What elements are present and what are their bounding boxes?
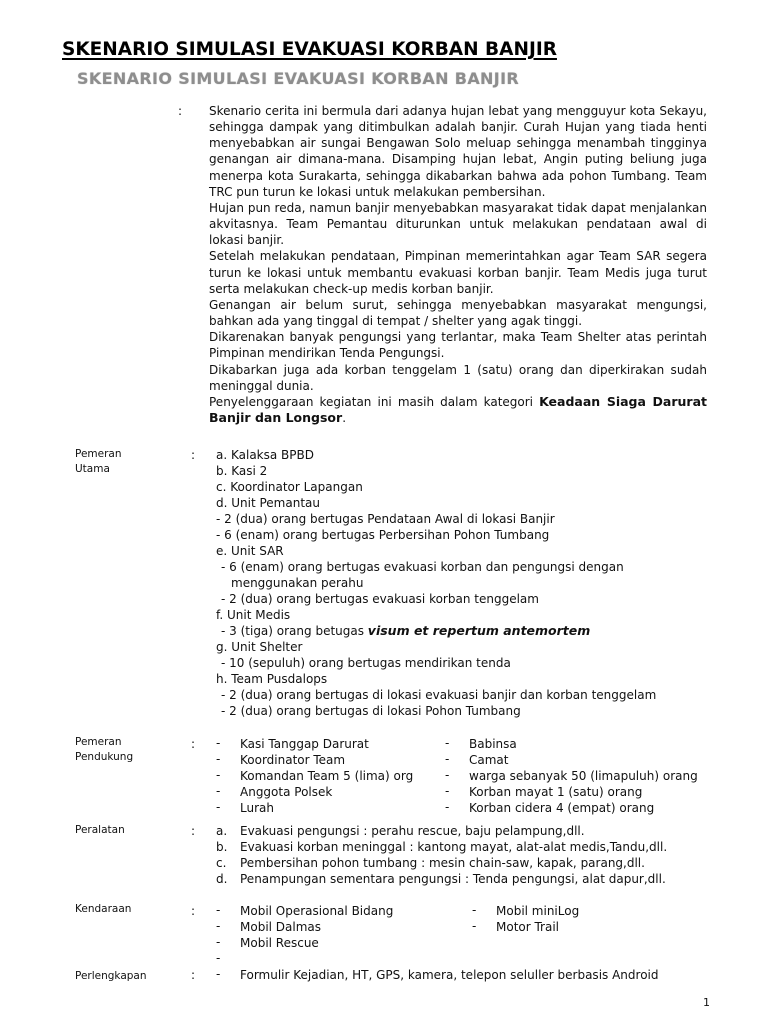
dash-marker: - xyxy=(216,752,221,766)
perlengkapan-colon: : xyxy=(191,968,196,982)
medis-italic: visum et repertum antemortem xyxy=(367,623,591,638)
list-item: Evakuasi pengungsi : perahu rescue, baju pelampung,dll. xyxy=(240,824,585,838)
list-item: Komandan Team 5 (lima) org xyxy=(240,769,414,783)
dash-marker: - xyxy=(445,800,450,814)
list-item: Mobil miniLog xyxy=(496,904,580,918)
list-item: - 3 (tiga) orang betugas visum et repertum antemortem xyxy=(221,623,591,638)
closing-bold: Keadaan Siaga Darurat Banjir dan Longsor xyxy=(209,393,707,425)
list-marker: d. xyxy=(216,872,228,886)
scenario-colon: : xyxy=(178,104,183,118)
dash-marker: - xyxy=(216,736,221,750)
scenario-paragraph: Hujan pun reda, namun banjir menyebabkan masyarakat tidak dapat menjalankan akvitasnya. Team Pemantau diturunkan untuk melakukan pendataan awal di lokasi banjir. xyxy=(209,200,707,248)
list-item: Lurah xyxy=(240,801,274,815)
list-item: e. Unit SAR xyxy=(216,544,284,558)
dash-marker: - xyxy=(445,784,450,798)
page-title: SKENARIO SIMULASI EVAKUASI KORBAN BANJIR xyxy=(62,39,557,60)
peralatan-label: Peralatan xyxy=(75,824,125,836)
list-item: Koordinator Team xyxy=(240,753,346,767)
list-item: - 2 (dua) orang bertugas di lokasi Pohon Tumbang xyxy=(221,704,521,718)
kendaraan-colon: : xyxy=(191,904,196,918)
list-item: Babinsa xyxy=(469,737,517,751)
scenario-paragraph: Setelah melakukan pendataan, Pimpinan memerintahkan agar Team SAR segera turun ke lokasi untuk membantu evakuasi korban banjir. Team Medis juga turut serta melakukan check-up medis korban banjir. xyxy=(209,249,707,296)
pemeran-utama-colon: : xyxy=(191,448,196,462)
dash-marker: - xyxy=(216,967,221,981)
kendaraan-label: Kendaraan xyxy=(75,903,132,915)
list-item: b. Kasi 2 xyxy=(216,464,268,478)
list-item: Korban cidera 4 (empat) orang xyxy=(469,801,655,815)
list-item: a. Kalaksa BPBD xyxy=(216,448,314,462)
list-item: - 6 (enam) orang bertugas Perbersihan Pohon Tumbang xyxy=(216,528,550,542)
pemeran-utama-label: Pemeran Utama xyxy=(75,448,122,475)
page-number: 1 xyxy=(703,996,710,1009)
pemeran-pendukung-label: Pemeran Pendukung xyxy=(75,736,134,763)
list-item: c. Koordinator Lapangan xyxy=(216,480,363,494)
perlengkapan-label: Perlengkapan xyxy=(75,970,147,982)
list-item: Formulir Kejadian, HT, GPS, kamera, telepon seluller berbasis Android xyxy=(240,968,659,982)
list-item: - 10 (sepuluh) orang bertugas mendirikan tenda xyxy=(221,656,511,670)
scenario-paragraph: Dikarenakan banyak pengungsi yang terlantar, maka Team Shelter atas perintah Pimpinan mendirikan Tenda Pengungsi. xyxy=(209,330,707,361)
list-item: Anggota Polsek xyxy=(240,785,333,799)
scenario-paragraph: Genangan air belum surut, sehingga menyebabkan masyarakat mengungsi, bahkan ada yang tinggal di tempat / shelter yang agak tinggi. xyxy=(209,297,707,329)
dash-marker: - xyxy=(445,752,450,766)
list-item: Mobil Operasional Bidang xyxy=(240,904,394,918)
list-item: g. Unit Shelter xyxy=(216,640,303,654)
list-item: menggunakan perahu xyxy=(231,576,364,590)
dash-marker: - xyxy=(216,951,221,965)
dash-marker: - xyxy=(216,903,221,917)
dash-marker: - xyxy=(445,768,450,782)
scenario-paragraph: Skenario cerita ini bermula dari adanya hujan lebat yang mengguyur kota Sekayu, sehingga dampak yang ditimbulkan adalah banjir. Curah Hujan yang tiada henti menyebabkan air sungai Bengawan Solo meluap sehingga menambah tingginya genangan air dimana-mana. Disamping hujan lebat, Angin puting beliung juga menerpa kota Surakarta, sehingga dikabarkan bahwa ada pohon Tumbang. Team TRC pun turun ke lokasi untuk melakukan pembersihan. xyxy=(209,104,707,199)
list-item: f. Unit Medis xyxy=(216,608,291,622)
list-item: Pembersihan pohon tumbang : mesin chain-saw, kapak, parang,dll. xyxy=(240,856,645,870)
list-item: Korban mayat 1 (satu) orang xyxy=(469,785,643,799)
list-marker: b. xyxy=(216,840,228,854)
list-marker: c. xyxy=(216,856,227,870)
dash-marker: - xyxy=(216,800,221,814)
dash-marker: - xyxy=(445,736,450,750)
list-item: Penampungan sementara pengungsi : Tenda pengungsi, alat dapur,dll. xyxy=(240,872,666,886)
list-item: h. Team Pusdalops xyxy=(216,672,328,686)
list-item: Mobil Dalmas xyxy=(240,920,322,934)
dash-marker: - xyxy=(472,903,477,917)
list-item: - 2 (dua) orang bertugas Pendataan Awal di lokasi Banjir xyxy=(216,512,555,526)
scenario-closing: Penyelenggaraan kegiatan ini masih dalam kategori Keadaan Siaga Darurat Banjir dan Longsor. xyxy=(209,393,707,425)
list-item: Motor Trail xyxy=(496,920,560,934)
list-item: Camat xyxy=(469,753,509,767)
dash-marker: - xyxy=(216,919,221,933)
list-marker: a. xyxy=(216,824,228,838)
scenario-paragraph: Dikabarkan juga ada korban tenggelam 1 (satu) orang dan diperkirakan sudah meninggal dunia. xyxy=(209,362,707,393)
peralatan-colon: : xyxy=(191,824,196,838)
dash-marker: - xyxy=(216,784,221,798)
list-item: Kasi Tanggap Darurat xyxy=(240,737,369,751)
list-item: d. Unit Pemantau xyxy=(216,496,320,510)
scenario-text xyxy=(209,103,707,426)
dash-marker: - xyxy=(216,768,221,782)
list-item: - 2 (dua) orang bertugas di lokasi evakuasi banjir dan korban tenggelam xyxy=(221,688,657,702)
dash-marker: - xyxy=(472,919,477,933)
list-item: - 2 (dua) orang bertugas evakuasi korban tenggelam xyxy=(221,592,539,606)
title-shadow-image: SKENARIO SIMULASI EVAKUASI KORBAN BANJIR xyxy=(77,69,520,88)
dash-marker: - xyxy=(216,935,221,949)
list-item: - 6 (enam) orang bertugas evakuasi korban dan pengungsi dengan xyxy=(221,560,624,574)
list-item: Mobil Rescue xyxy=(240,936,319,950)
pemeran-pendukung-colon: : xyxy=(191,737,196,751)
list-item: Evakuasi korban meninggal : kantong mayat, alat-alat medis,Tandu,dll. xyxy=(240,840,668,854)
list-item: warga sebanyak 50 (limapuluh) orang xyxy=(469,769,698,783)
